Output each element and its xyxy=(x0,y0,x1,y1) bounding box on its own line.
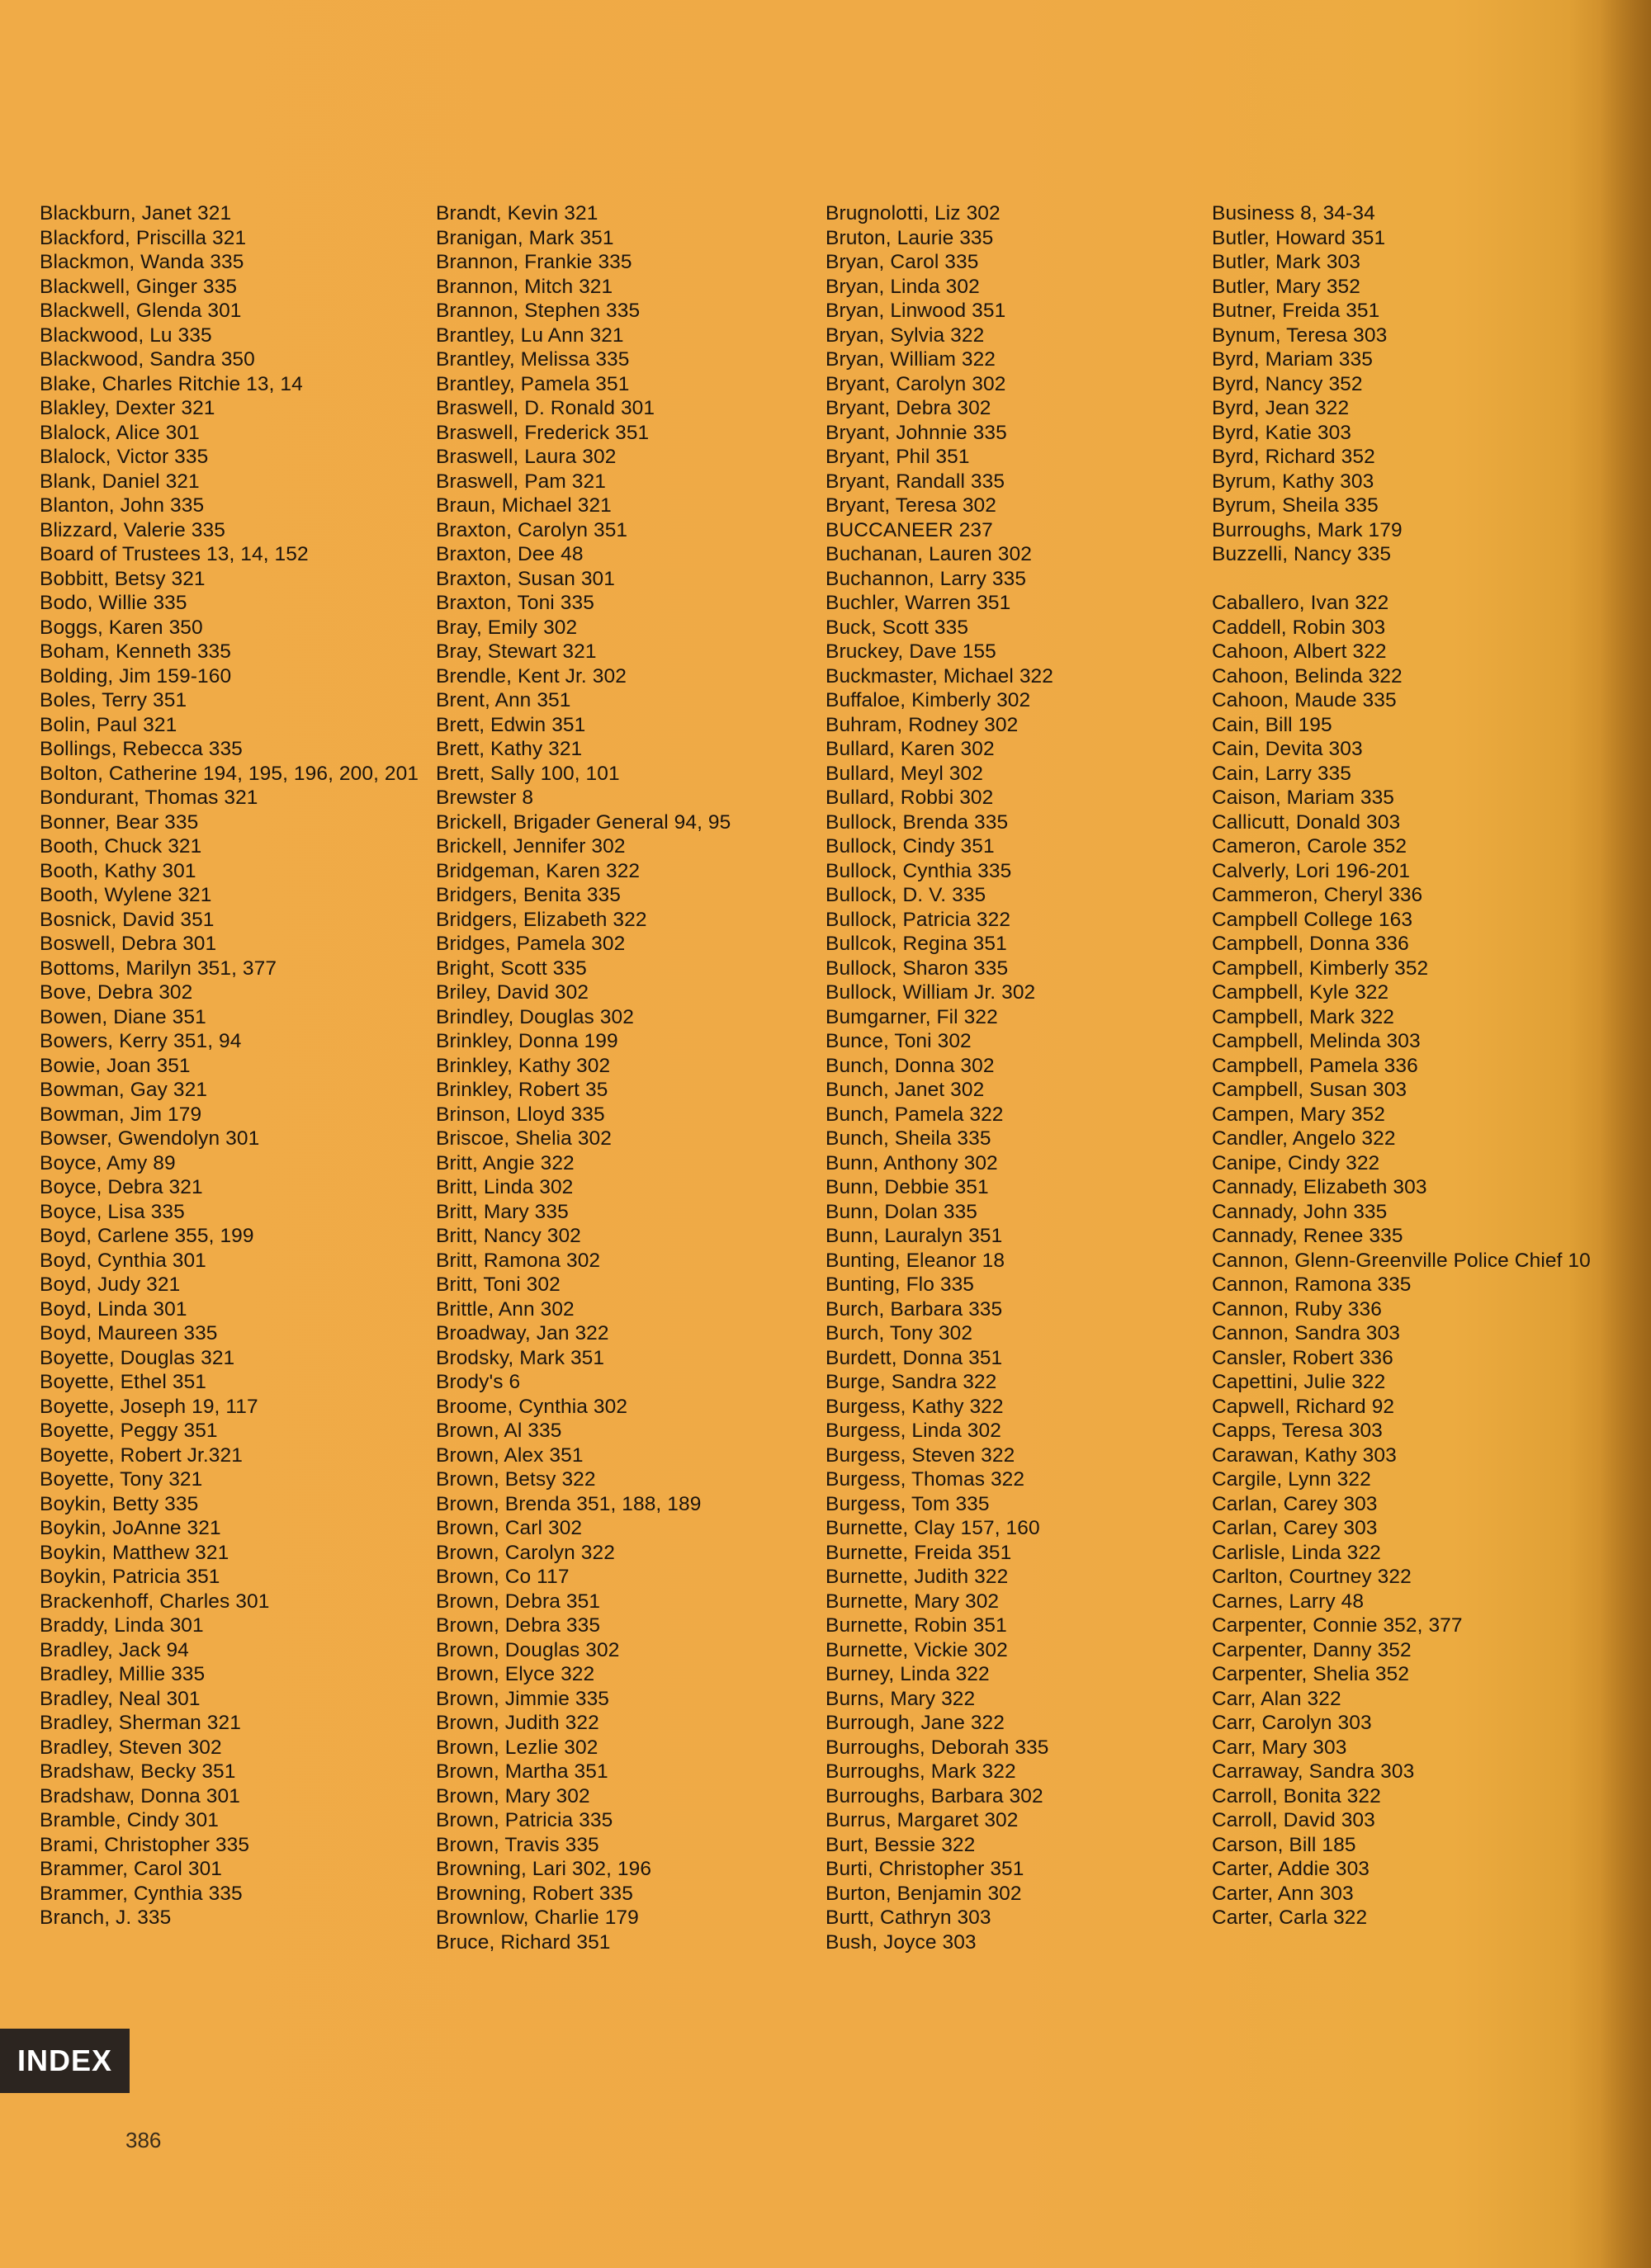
index-entry: Buhram, Rodney 302 xyxy=(826,713,1019,736)
index-entry: Bunch, Donna 302 xyxy=(826,1054,995,1077)
page-spine-shadow xyxy=(1600,0,1651,2268)
index-entry: Bradley, Sherman 321 xyxy=(40,1712,241,1734)
index-entry: Capwell, Richard 92 xyxy=(1212,1395,1395,1418)
index-entry: Brown, Debra 335 xyxy=(436,1614,601,1637)
index-entry: Bridgers, Benita 335 xyxy=(436,884,621,906)
index-entry: Brantley, Melissa 335 xyxy=(436,348,630,371)
index-entry: Campbell College 163 xyxy=(1212,908,1413,931)
index-entry: Bryan, William 322 xyxy=(826,348,996,371)
index-entry: Bridgers, Elizabeth 322 xyxy=(436,908,647,931)
index-entry: Brendle, Kent Jr. 302 xyxy=(436,664,627,687)
index-entry: Boyce, Amy 89 xyxy=(40,1151,176,1174)
index-entry: Burgess, Linda 302 xyxy=(826,1420,1001,1442)
index-entry: Bullock, D. V. 335 xyxy=(826,884,986,906)
index-entry: Cammeron, Cheryl 336 xyxy=(1212,884,1423,906)
index-entry: Brett, Sally 100, 101 xyxy=(436,762,620,785)
index-entry: Brinson, Lloyd 335 xyxy=(436,1103,605,1126)
index-entry: Carpenter, Danny 352 xyxy=(1212,1638,1412,1661)
index-entry: Brown, Carl 302 xyxy=(436,1517,583,1539)
index-entry: Carroll, David 303 xyxy=(1212,1809,1375,1831)
index-entry: Brown, Jimmie 335 xyxy=(436,1687,610,1710)
index-entry: Braddy, Linda 301 xyxy=(40,1614,204,1637)
index-entry: Caballero, Ivan 322 xyxy=(1212,592,1389,614)
index-entry: Burt, Bessie 322 xyxy=(826,1833,976,1856)
index-entry: Boykin, JoAnne 321 xyxy=(40,1517,221,1539)
index-entry: Cannon, Ruby 336 xyxy=(1212,1297,1382,1321)
index-entry: Brown, Patricia 335 xyxy=(436,1809,613,1831)
index-entry: Cannon, Sandra 303 xyxy=(1212,1322,1400,1344)
index-entry: Carnes, Larry 48 xyxy=(1212,1590,1365,1613)
index-entry: Bullock, Sharon 335 xyxy=(826,957,1009,980)
index-entry: Bunch, Pamela 322 xyxy=(826,1103,1004,1126)
index-entry: Boyce, Debra 321 xyxy=(40,1176,203,1198)
index-entry: Boyette, Joseph 19, 117 xyxy=(40,1395,258,1418)
index-entry: Bullock, Cindy 351 xyxy=(826,835,995,858)
index-entry: Burroughs, Mark 179 xyxy=(1212,518,1403,541)
index-entry: Burdett, Donna 351 xyxy=(826,1346,1003,1369)
index-entry: Burroughs, Mark 322 xyxy=(826,1760,1016,1783)
index-entry: Bryan, Carol 335 xyxy=(826,251,979,273)
index-entry: Carter, Ann 303 xyxy=(1212,1882,1354,1905)
index-entry: Brent, Ann 351 xyxy=(436,689,571,711)
index-entry: Boyd, Cynthia 301 xyxy=(40,1249,206,1272)
index-entry: Bullock, Patricia 322 xyxy=(826,908,1011,931)
index-entry: Brinkley, Robert 35 xyxy=(436,1079,608,1101)
index-column-4 xyxy=(1212,201,1600,1930)
index-entry: Bright, Scott 335 xyxy=(436,957,587,980)
index-entry: Bray, Stewart 321 xyxy=(436,640,597,663)
index-entry: Braxton, Susan 301 xyxy=(436,567,616,590)
index-entry: Bryant, Carolyn 302 xyxy=(826,372,1006,395)
index-entry: Bunch, Sheila 335 xyxy=(826,1127,991,1150)
index-entry: Cain, Devita 303 xyxy=(1212,738,1363,760)
index-entry: Bunn, Dolan 335 xyxy=(826,1200,978,1223)
index-entry: Brody's 6 xyxy=(436,1371,521,1393)
index-entry: Bolin, Paul 321 xyxy=(40,713,177,736)
index-entry: Burnette, Clay 157, 160 xyxy=(826,1517,1040,1539)
index-entry: Brackenhoff, Charles 301 xyxy=(40,1590,270,1613)
index-entry: Britt, Mary 335 xyxy=(436,1200,569,1223)
index-entry: Broome, Cynthia 302 xyxy=(436,1395,628,1418)
index-entry: Briley, David 302 xyxy=(436,981,589,1004)
index-entry: Bruckey, Dave 155 xyxy=(826,640,996,663)
index-entry: Burge, Sandra 322 xyxy=(826,1371,997,1393)
index-entry: Boyd, Judy 321 xyxy=(40,1273,181,1296)
index-entry: Byrd, Mariam 335 xyxy=(1212,348,1373,371)
index-entry: Bryan, Linwood 351 xyxy=(826,300,1006,322)
index-entry: Branch, J. 335 xyxy=(40,1907,172,1929)
index-entry: Burrough, Jane 322 xyxy=(826,1712,1005,1734)
index-entry: Bolding, Jim 159-160 xyxy=(40,664,232,687)
index-entry: Campbell, Pamela 336 xyxy=(1212,1054,1418,1077)
index-entry: Bridges, Pamela 302 xyxy=(436,933,626,955)
index-entry: Burgess, Steven 322 xyxy=(826,1443,1015,1467)
index-entry: Burtt, Cathryn 303 xyxy=(826,1907,991,1929)
index-entry: Blackburn, Janet 321 xyxy=(40,202,232,224)
index-entry: Bunting, Eleanor 18 xyxy=(826,1249,1005,1272)
index-entry: Burnette, Mary 302 xyxy=(826,1590,1000,1613)
index-entry: Brewster 8 xyxy=(436,787,534,809)
index-entry: Burgess, Thomas 322 xyxy=(826,1468,1025,1491)
index-entry: Capps, Teresa 303 xyxy=(1212,1420,1383,1442)
index-entry: Bodo, Willie 335 xyxy=(40,592,187,614)
index-entry: Bullard, Karen 302 xyxy=(826,738,995,760)
index-entry: Byrum, Kathy 303 xyxy=(1212,470,1374,493)
index-entry: Brannon, Mitch 321 xyxy=(436,275,613,298)
index-entry: Brown, Brenda 351, 188, 189 xyxy=(436,1492,702,1515)
index-entry: Brickell, Brigader General 94, 95 xyxy=(436,810,731,834)
index-entry: Booth, Kathy 301 xyxy=(40,859,196,882)
index-entry: Carpenter, Shelia 352 xyxy=(1212,1663,1410,1685)
index-entry: Buchler, Warren 351 xyxy=(826,592,1011,614)
index-entry: Bullock, William Jr. 302 xyxy=(826,981,1036,1004)
index-entry: Bowman, Jim 179 xyxy=(40,1103,202,1126)
index-entry: Booth, Chuck 321 xyxy=(40,835,202,858)
index-entry: Brittle, Ann 302 xyxy=(436,1297,575,1321)
index-entry: Braun, Michael 321 xyxy=(436,494,612,517)
index-entry: Brodsky, Mark 351 xyxy=(436,1346,605,1369)
index-entry: Brami, Christopher 335 xyxy=(40,1833,250,1856)
index-entry: Britt, Nancy 302 xyxy=(436,1225,581,1247)
index-entry: Campbell, Mark 322 xyxy=(1212,1005,1395,1028)
index-entry: Blackwood, Sandra 350 xyxy=(40,348,255,371)
index-entry: Boles, Terry 351 xyxy=(40,689,187,711)
index-entry: Carlan, Carey 303 xyxy=(1212,1492,1378,1515)
index-entry: Cargile, Lynn 322 xyxy=(1212,1468,1371,1491)
index-entry: Bridgeman, Karen 322 xyxy=(436,859,641,882)
index-entry: Bumgarner, Fil 322 xyxy=(826,1005,998,1028)
index-column-1 xyxy=(40,201,428,1930)
index-entry: Bradshaw, Becky 351 xyxy=(40,1760,236,1783)
index-entry: Bradley, Jack 94 xyxy=(40,1638,189,1661)
index-entry: Burton, Benjamin 302 xyxy=(826,1882,1022,1905)
index-entry: Blanton, John 335 xyxy=(40,494,205,517)
index-entry: Carr, Carolyn 303 xyxy=(1212,1712,1372,1734)
index-entry: Branigan, Mark 351 xyxy=(436,226,614,249)
index-entry: Bush, Joyce 303 xyxy=(826,1930,977,1954)
index-entry: Bunting, Flo 335 xyxy=(826,1273,975,1296)
index-entry: Bunn, Lauralyn 351 xyxy=(826,1225,1003,1247)
section-gap xyxy=(1212,567,1600,592)
index-entry: Brannon, Stephen 335 xyxy=(436,300,641,322)
index-entry: Boyd, Maureen 335 xyxy=(40,1322,218,1344)
index-entry: Burgess, Kathy 322 xyxy=(826,1395,1004,1418)
index-entry: Bullock, Brenda 335 xyxy=(826,810,1009,834)
index-entry: Brown, Travis 335 xyxy=(436,1833,599,1856)
index-entry: Boswell, Debra 301 xyxy=(40,933,217,955)
index-entry: Bryant, Teresa 302 xyxy=(826,494,996,517)
index-entry: Boyette, Robert Jr.321 xyxy=(40,1443,243,1467)
index-entry: Byrd, Katie 303 xyxy=(1212,421,1352,444)
index-entry: Burnette, Robin 351 xyxy=(826,1614,1007,1637)
index-entry: Canipe, Cindy 322 xyxy=(1212,1151,1380,1174)
index-entry: Browning, Lari 302, 196 xyxy=(436,1858,652,1880)
index-entry: Cannady, Renee 335 xyxy=(1212,1225,1403,1247)
index-entry: Bollings, Rebecca 335 xyxy=(40,738,243,760)
index-entry: Brown, Co 117 xyxy=(436,1566,570,1588)
index-entry: Boyd, Carlene 355, 199 xyxy=(40,1225,254,1247)
index-entry: Bowman, Gay 321 xyxy=(40,1079,208,1101)
index-entry: Cannon, Ramona 335 xyxy=(1212,1273,1412,1296)
index-entry: Cannon, Glenn-Greenville Police Chief 10 xyxy=(1212,1249,1591,1272)
index-entry: Campbell, Donna 336 xyxy=(1212,933,1409,955)
index-entry: Cain, Bill 195 xyxy=(1212,713,1332,736)
index-entry: Board of Trustees 13, 14, 152 xyxy=(40,543,309,565)
index-entry: Brinkley, Donna 199 xyxy=(436,1030,618,1052)
index-entry: Boyette, Ethel 351 xyxy=(40,1371,207,1393)
index-entry: Bradley, Millie 335 xyxy=(40,1663,206,1685)
index-entry: Brown, Martha 351 xyxy=(436,1760,608,1783)
index-entry: Bruton, Laurie 335 xyxy=(826,226,994,249)
index-entry: Blizzard, Valerie 335 xyxy=(40,518,225,541)
index-entry: Byrd, Nancy 352 xyxy=(1212,372,1363,395)
index-entry: Boyette, Douglas 321 xyxy=(40,1346,235,1369)
index-entry: Cannady, Elizabeth 303 xyxy=(1212,1176,1427,1198)
index-entry: Blank, Daniel 321 xyxy=(40,470,200,493)
index-entry: Blackwood, Lu 335 xyxy=(40,324,212,347)
index-entry: Blalock, Alice 301 xyxy=(40,421,200,444)
index-entry: Britt, Ramona 302 xyxy=(436,1249,601,1272)
index-entry: Brinkley, Kathy 302 xyxy=(436,1054,611,1077)
index-entry: Buffaloe, Kimberly 302 xyxy=(826,689,1031,711)
index-entry: Brown, Judith 322 xyxy=(436,1712,599,1734)
index-entry: Campbell, Kyle 322 xyxy=(1212,981,1389,1004)
index-entry: Brown, Debra 351 xyxy=(436,1590,601,1613)
index-entry: Bryan, Sylvia 322 xyxy=(826,324,985,347)
index-entry: Bowen, Diane 351 xyxy=(40,1005,206,1028)
index-entry: Bradshaw, Donna 301 xyxy=(40,1784,240,1807)
index-entry: Bynum, Teresa 303 xyxy=(1212,324,1388,347)
index-entry: Bondurant, Thomas 321 xyxy=(40,787,258,809)
index-entry: Boyette, Peggy 351 xyxy=(40,1420,218,1442)
index-entry: Bray, Emily 302 xyxy=(436,616,578,639)
index-entry: Bradley, Steven 302 xyxy=(40,1736,222,1759)
index-entry: Cain, Larry 335 xyxy=(1212,762,1352,785)
index-entry: Bowser, Gwendolyn 301 xyxy=(40,1127,260,1150)
index-entry: Boykin, Patricia 351 xyxy=(40,1566,220,1588)
index-entry: Brugnolotti, Liz 302 xyxy=(826,202,1001,224)
index-entry: Bramble, Cindy 301 xyxy=(40,1809,219,1831)
index-entry: Blalock, Victor 335 xyxy=(40,446,209,468)
index-entry: Brown, Mary 302 xyxy=(436,1784,590,1807)
index-entry: Bryant, Randall 335 xyxy=(826,470,1005,493)
index-entry: Candler, Angelo 322 xyxy=(1212,1127,1396,1150)
index-entry: Bryan, Linda 302 xyxy=(826,275,980,298)
index-entry: Buckmaster, Michael 322 xyxy=(826,664,1054,687)
index-entry: Business 8, 34-34 xyxy=(1212,202,1375,224)
index-entry: Carawan, Kathy 303 xyxy=(1212,1443,1397,1467)
index-entry: Boyette, Tony 321 xyxy=(40,1468,203,1491)
index-entry: Bobbitt, Betsy 321 xyxy=(40,567,206,590)
index-entry: Bryant, Johnnie 335 xyxy=(826,421,1007,444)
index-entry: Capettini, Julie 322 xyxy=(1212,1371,1386,1393)
index-entry: Bryant, Phil 351 xyxy=(826,446,970,468)
index-entry: Carlan, Carey 303 xyxy=(1212,1517,1378,1539)
index-entry: Boykin, Betty 335 xyxy=(40,1492,199,1515)
index-entry: Bunn, Debbie 351 xyxy=(826,1176,989,1198)
index-entry: Boyce, Lisa 335 xyxy=(40,1200,185,1223)
index-entry: Brett, Edwin 351 xyxy=(436,713,586,736)
index-entry: Blakley, Dexter 321 xyxy=(40,397,215,419)
index-entry: Braswell, Pam 321 xyxy=(436,470,606,493)
index-entry: Blake, Charles Ritchie 13, 14 xyxy=(40,372,303,395)
index-entry: Butner, Freida 351 xyxy=(1212,300,1380,322)
index-entry: Campbell, Susan 303 xyxy=(1212,1079,1407,1101)
index-entry: Burns, Mary 322 xyxy=(826,1687,976,1710)
index-entry: Brindley, Douglas 302 xyxy=(436,1005,634,1028)
index-entry: Braxton, Carolyn 351 xyxy=(436,518,628,541)
index-entry: Briscoe, Shelia 302 xyxy=(436,1127,612,1150)
index-entry: Cansler, Robert 336 xyxy=(1212,1346,1393,1369)
index-entry: Bunce, Toni 302 xyxy=(826,1030,972,1052)
index-entry: Braswell, D. Ronald 301 xyxy=(436,397,655,419)
index-entry: Burch, Barbara 335 xyxy=(826,1297,1003,1321)
index-entry: Butler, Mary 352 xyxy=(1212,275,1360,298)
index-entry: Bunn, Anthony 302 xyxy=(826,1151,998,1174)
index-entry: Buchannon, Larry 335 xyxy=(826,567,1027,590)
index-entry: Bolton, Catherine 194, 195, 196, 200, 201 xyxy=(40,762,419,785)
index-entry: Carr, Alan 322 xyxy=(1212,1687,1341,1710)
index-entry: Brannon, Frankie 335 xyxy=(436,251,632,273)
index-entry: Blackwell, Glenda 301 xyxy=(40,300,242,322)
index-entry: Blackwell, Ginger 335 xyxy=(40,275,238,298)
index-entry: Carraway, Sandra 303 xyxy=(1212,1760,1415,1783)
index-entry: Burnette, Vickie 302 xyxy=(826,1638,1008,1661)
index-entry: Bullock, Cynthia 335 xyxy=(826,859,1012,882)
index-entry: Campbell, Melinda 303 xyxy=(1212,1030,1421,1052)
index-entry: Bullcok, Regina 351 xyxy=(826,933,1007,955)
index-entry: Burch, Tony 302 xyxy=(826,1322,973,1344)
index-entry: Browning, Robert 335 xyxy=(436,1882,633,1905)
index-entry: BUCCANEER 237 xyxy=(826,518,993,541)
index-entry: Carroll, Bonita 322 xyxy=(1212,1784,1381,1807)
index-entry: Burnette, Judith 322 xyxy=(826,1566,1009,1588)
index-entry: Brammer, Carol 301 xyxy=(40,1858,223,1880)
index-entry: Boykin, Matthew 321 xyxy=(40,1541,229,1564)
index-entry: Brammer, Cynthia 335 xyxy=(40,1882,243,1905)
index-entry: Cahoon, Belinda 322 xyxy=(1212,664,1403,687)
index-entry: Braswell, Frederick 351 xyxy=(436,421,650,444)
index-entry: Butler, Howard 351 xyxy=(1212,226,1386,249)
index-entry: Carpenter, Connie 352, 377 xyxy=(1212,1614,1463,1637)
index-entry: Cameron, Carole 352 xyxy=(1212,835,1407,858)
index-entry: Carter, Addie 303 xyxy=(1212,1858,1370,1880)
index-entry: Carlton, Courtney 322 xyxy=(1212,1566,1412,1588)
index-entry: Boggs, Karen 350 xyxy=(40,616,203,639)
index-entry: Britt, Angie 322 xyxy=(436,1151,575,1174)
index-entry: Calverly, Lori 196-201 xyxy=(1212,859,1411,882)
index-entry: Blackford, Priscilla 321 xyxy=(40,226,247,249)
index-entry: Booth, Wylene 321 xyxy=(40,884,212,906)
index-entry: Bullard, Meyl 302 xyxy=(826,762,983,785)
index-entry: Callicutt, Donald 303 xyxy=(1212,810,1401,834)
index-entry: Burroughs, Barbara 302 xyxy=(826,1784,1043,1807)
index-entry: Carson, Bill 185 xyxy=(1212,1833,1356,1856)
index-entry: Boyd, Linda 301 xyxy=(40,1297,187,1321)
index-entry: Braswell, Laura 302 xyxy=(436,446,617,468)
index-entry: Brandt, Kevin 321 xyxy=(436,202,598,224)
index-entry: Buzzelli, Nancy 335 xyxy=(1212,543,1392,565)
index-entry: Brown, Carolyn 322 xyxy=(436,1541,615,1564)
index-entry: Byrum, Sheila 335 xyxy=(1212,494,1379,517)
index-entry: Caison, Mariam 335 xyxy=(1212,787,1395,809)
index-entry: Brown, Lezlie 302 xyxy=(436,1736,598,1759)
index-entry: Bosnick, David 351 xyxy=(40,908,215,931)
index-entry: Bowie, Joan 351 xyxy=(40,1054,191,1077)
index-entry: Braxton, Dee 48 xyxy=(436,543,584,565)
index-entry: Bullard, Robbi 302 xyxy=(826,787,994,809)
index-entry: Cahoon, Maude 335 xyxy=(1212,689,1397,711)
index-section-tag: INDEX xyxy=(0,2029,130,2093)
index-entry: Brown, Al 335 xyxy=(436,1420,562,1442)
index-entry: Cannady, John 335 xyxy=(1212,1200,1388,1223)
index-entry: Bunch, Janet 302 xyxy=(826,1079,985,1101)
index-entry: Burgess, Tom 335 xyxy=(826,1492,990,1515)
index-entry: Bruce, Richard 351 xyxy=(436,1930,611,1954)
index-entry: Braxton, Toni 335 xyxy=(436,592,594,614)
index-entry: Burney, Linda 322 xyxy=(826,1663,990,1685)
index-column-3 xyxy=(826,201,1205,1954)
index-column-2 xyxy=(436,201,824,1954)
index-entry: Brickell, Jennifer 302 xyxy=(436,835,626,858)
page-number: 386 xyxy=(125,2128,162,2152)
index-entry: Blackmon, Wanda 335 xyxy=(40,251,244,273)
index-entry: Brantley, Pamela 351 xyxy=(436,372,630,395)
index-entry: Burti, Christopher 351 xyxy=(826,1858,1024,1880)
index-entry: Brown, Douglas 302 xyxy=(436,1638,620,1661)
index-entry: Burroughs, Deborah 335 xyxy=(826,1736,1049,1759)
index-entry: Burnette, Freida 351 xyxy=(826,1541,1012,1564)
index-entry: Campen, Mary 352 xyxy=(1212,1103,1385,1126)
index-entry: Burrus, Margaret 302 xyxy=(826,1809,1019,1831)
index-entry: Carr, Mary 303 xyxy=(1212,1736,1347,1759)
index-entry: Buchanan, Lauren 302 xyxy=(826,543,1032,565)
index-entry: Bryant, Debra 302 xyxy=(826,397,991,419)
index-entry: Brownlow, Charlie 179 xyxy=(436,1907,639,1929)
index-entry: Campbell, Kimberly 352 xyxy=(1212,957,1429,980)
index-entry: Carlisle, Linda 322 xyxy=(1212,1541,1381,1564)
index-entry: Brett, Kathy 321 xyxy=(436,738,583,760)
index-entry: Britt, Linda 302 xyxy=(436,1176,574,1198)
index-entry: Cahoon, Albert 322 xyxy=(1212,640,1387,663)
index-entry: Brown, Alex 351 xyxy=(436,1443,584,1467)
index-entry: Carter, Carla 322 xyxy=(1212,1907,1368,1929)
index-entry: Byrd, Richard 352 xyxy=(1212,446,1375,468)
index-entry: Brown, Elyce 322 xyxy=(436,1663,595,1685)
index-entry: Brantley, Lu Ann 321 xyxy=(436,324,624,347)
index-entry: Bowers, Kerry 351, 94 xyxy=(40,1030,242,1052)
index-entry: Bonner, Bear 335 xyxy=(40,810,199,834)
index-entry: Butler, Mark 303 xyxy=(1212,251,1360,273)
index-entry: Britt, Toni 302 xyxy=(436,1273,561,1296)
index-entry: Buck, Scott 335 xyxy=(826,616,969,639)
index-entry: Caddell, Robin 303 xyxy=(1212,616,1386,639)
index-entry: Bottoms, Marilyn 351, 377 xyxy=(40,957,277,980)
index-entry: Bradley, Neal 301 xyxy=(40,1687,201,1710)
index-entry: Byrd, Jean 322 xyxy=(1212,397,1350,419)
index-entry: Boham, Kenneth 335 xyxy=(40,640,232,663)
index-entry: Broadway, Jan 322 xyxy=(436,1322,609,1344)
index-entry: Bove, Debra 302 xyxy=(40,981,193,1004)
index-entry: Brown, Betsy 322 xyxy=(436,1468,596,1491)
